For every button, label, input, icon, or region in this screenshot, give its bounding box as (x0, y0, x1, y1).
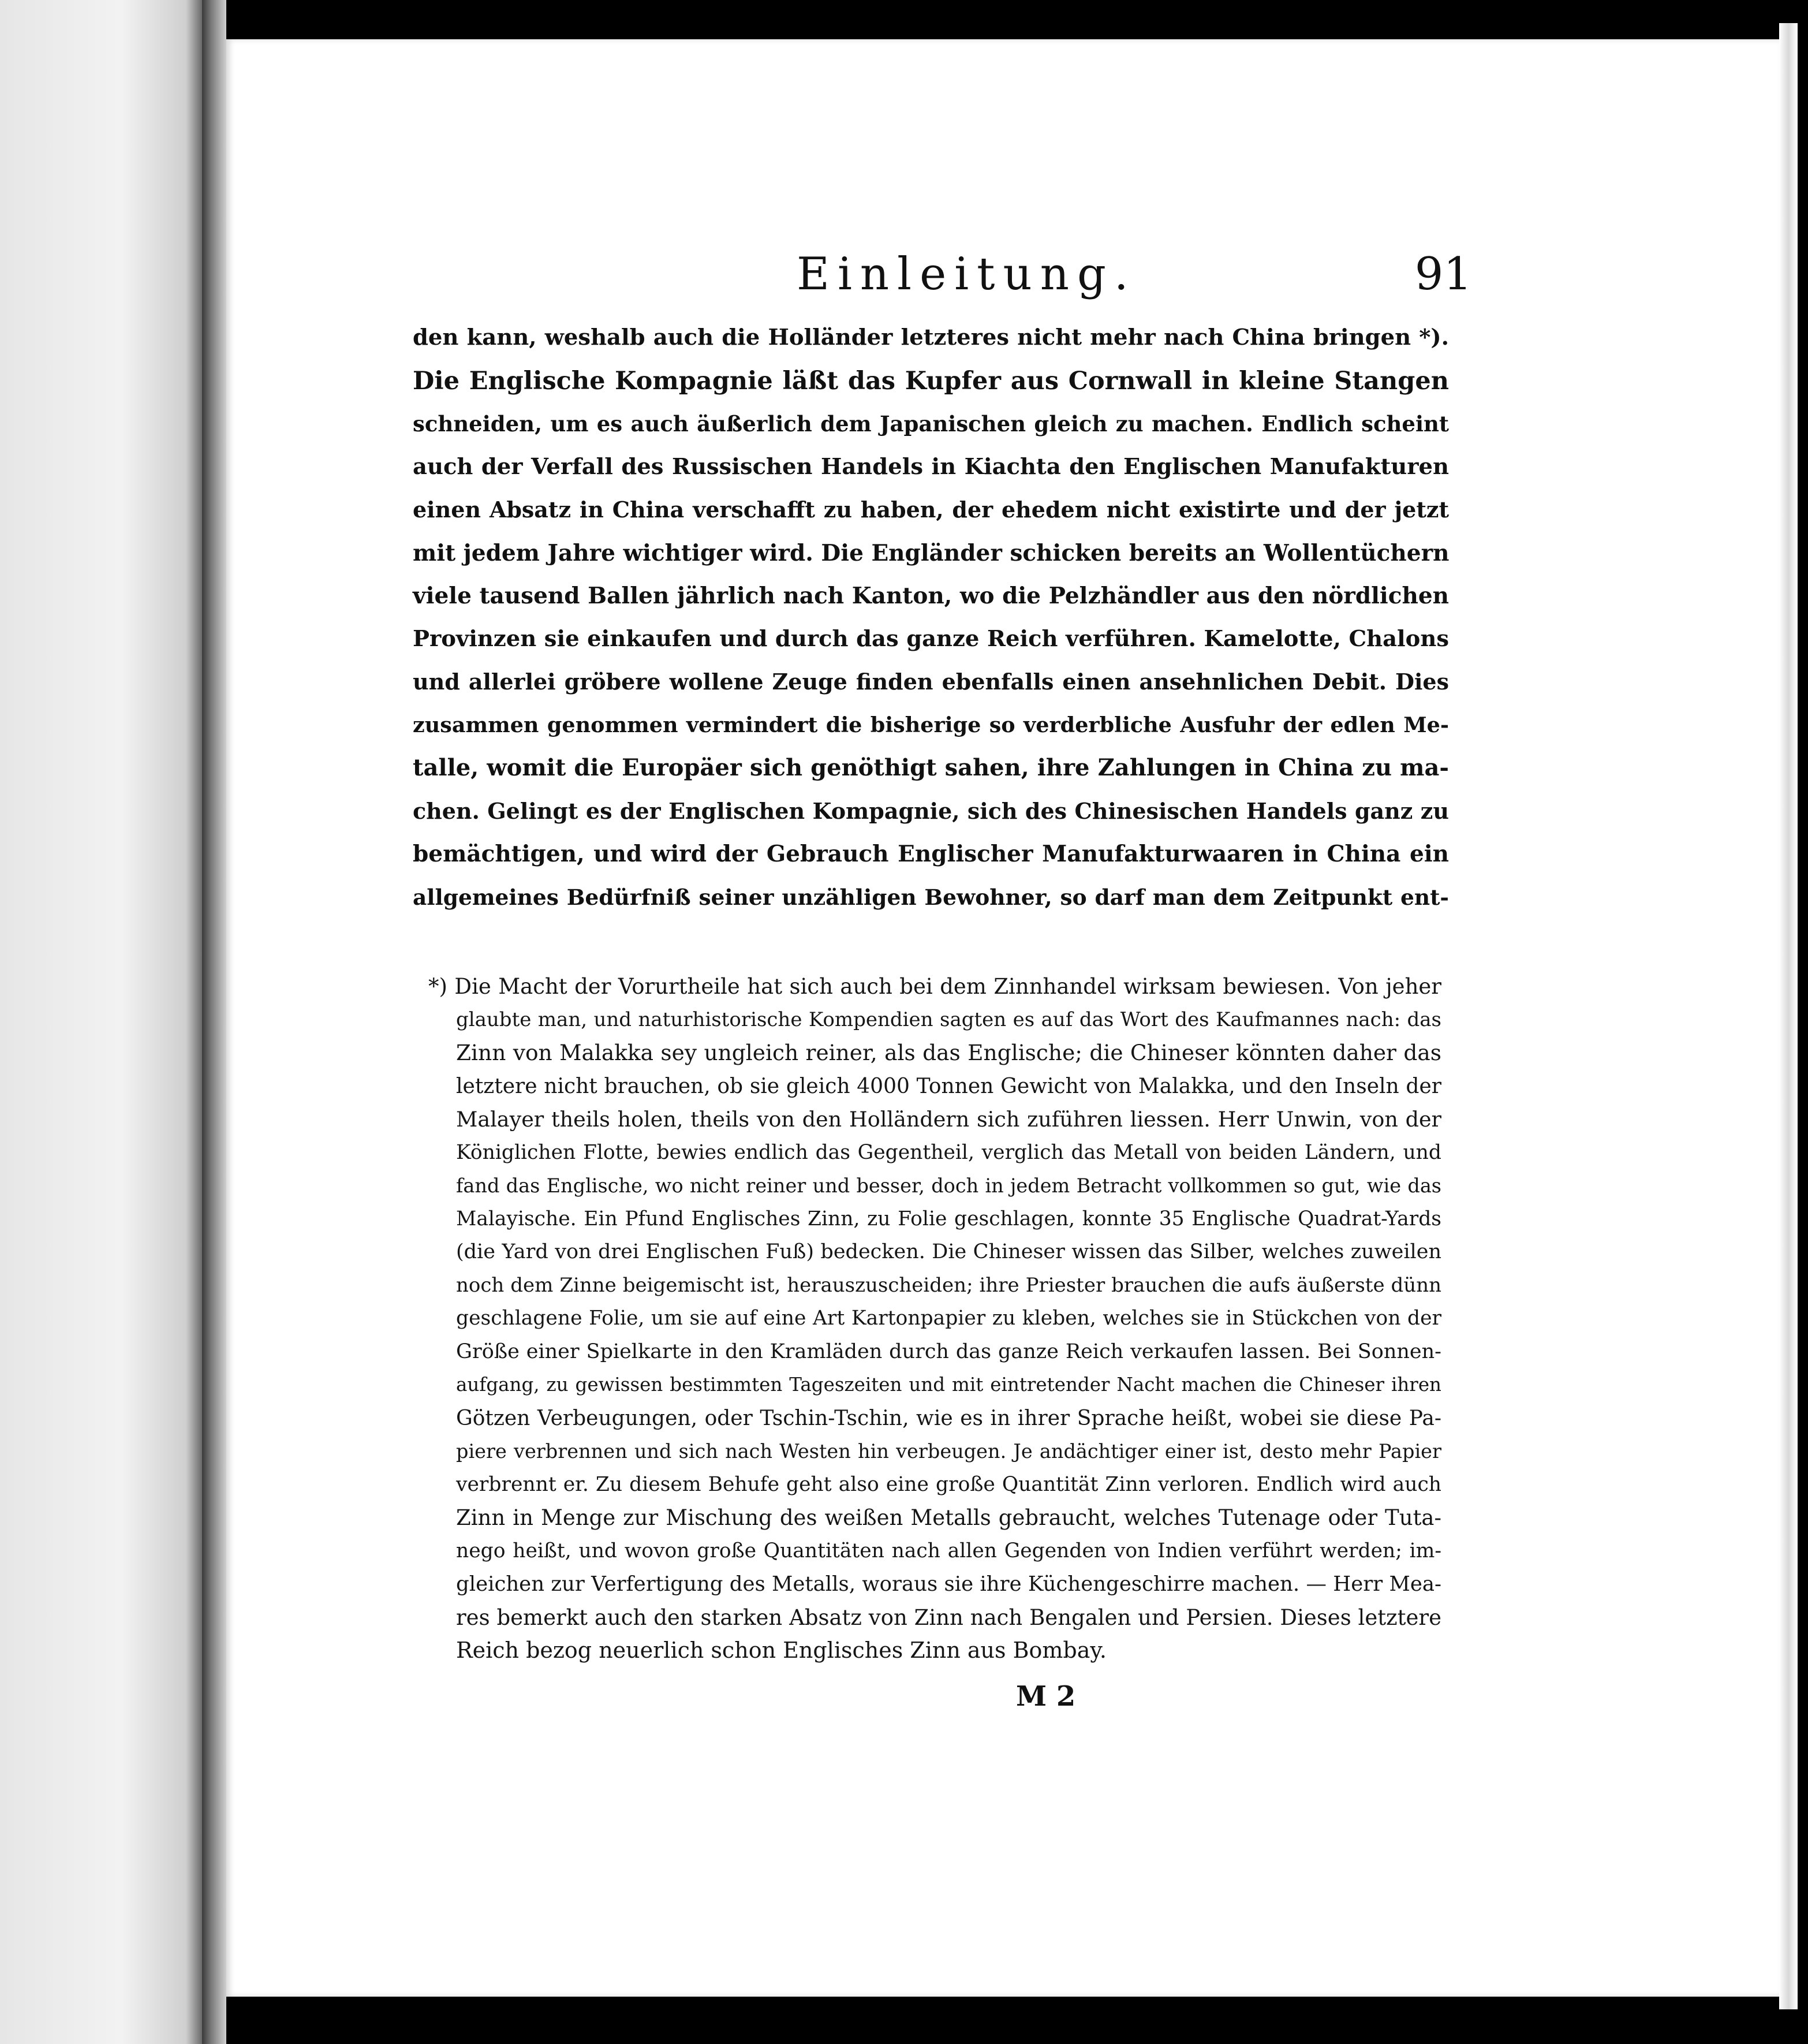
footnote-line: glaubte man, und naturhistorische Kompendien sagten es auf das Wort des Kaufmannes nach: das (456, 1008, 1441, 1031)
footnote-line: nego heißt, und wovon große Quantitäten nach allen Gegenden von Indien verführt werden; im- (456, 1539, 1441, 1562)
text-line: zusammen genommen vermindert die bisherige so verderbliche Ausfuhr der edlen Me- (413, 712, 1449, 737)
text-line: bemächtigen, und wird der Gebrauch Englischer Manufakturwaaren in China ein (413, 841, 1449, 867)
text-line: den kann, weshalb auch die Holländer letzteres nicht mehr nach China bringen *). (413, 324, 1449, 350)
main-text-block (413, 316, 1449, 919)
footnote-line: *) Die Macht der Vorurtheile hat sich auch bei dem Zinnhandel wirksam bewiesen. Von jeher (428, 974, 1441, 999)
footnote-line: verbrennt er. Zu diesem Behufe geht also eine große Quantität Zinn verloren. Endlich wird auch (456, 1472, 1441, 1496)
text-line: und allerlei gröbere wollene Zeuge finden ebenfalls einen ansehnlichen Debit. Dies (413, 669, 1449, 695)
text-line: auch der Verfall des Russischen Handels in Kiachta den Englischen Manufakturen (413, 453, 1449, 480)
signature-mark: M 2 (1016, 1680, 1076, 1713)
text-line: chen. Gelingt es der Englischen Kompagnie, sich des Chinesischen Handels ganz zu (413, 797, 1449, 824)
text-line: Provinzen sie einkaufen und durch das ganze Reich verführen. Kamelotte, Chalons (413, 625, 1449, 652)
footnote-line: aufgang, zu gewissen bestimmten Tageszeiten und mit eintretender Nacht machen die Chineser ihren (456, 1374, 1441, 1396)
footnote-line: Reich bezog neuerlich schon Englisches Zinn aus Bombay. (456, 1638, 1107, 1663)
running-head (416, 248, 1472, 318)
footnote-line: fand das Englische, wo nicht reiner und besser, doch in jedem Betracht vollkommen so gut, wie das (456, 1174, 1441, 1197)
footnote-line: Größe einer Spielkarte in den Kramläden durch das ganze Reich verkaufen lassen. Bei Sonnen- (456, 1340, 1441, 1363)
footnote-line: piere verbrennen und sich nach Westen hin verbeugen. Je andächtiger einer ist, desto mehr Papier (456, 1440, 1441, 1463)
page-edge-right (1779, 23, 1798, 2009)
book-gutter (202, 0, 226, 2044)
footnote-line: letztere nicht brauchen, ob sie gleich 4000 Tonnen Gewicht von Malakka, und den Inseln der (456, 1074, 1441, 1098)
footnote-block (428, 970, 1441, 1668)
footnote-line: Malayer theils holen, theils von den Holländern sich zuführen liessen. Herr Unwin, von der (456, 1107, 1441, 1132)
footnote-line: Zinn von Malakka sey ungleich reiner, als das Englische; die Chineser könnten daher das (456, 1040, 1441, 1065)
text-line: viele tausend Ballen jährlich nach Kanton, wo die Pelzhändler aus den nördlichen (413, 583, 1449, 609)
footnote-line: Götzen Verbeugungen, oder Tschin-Tschin, wie es in ihrer Sprache heißt, wobei sie diese Pa- (456, 1406, 1441, 1430)
footnote-line: (die Yard von drei Englischen Fuß) bedecken. Die Chineser wissen das Silber, welches zuweilen (456, 1240, 1441, 1263)
text-line: mit jedem Jahre wichtiger wird. Die Engländer schicken bereits an Wollentüchern (413, 539, 1450, 566)
footnote-line: Malayische. Ein Pfund Englisches Zinn, zu Folie geschlagen, konnte 35 Englische Quadrat-Yards (456, 1207, 1441, 1230)
footnote-line: noch dem Zinne beigemischt ist, herauszuscheiden; ihre Priester brauchen die aufs äußerste dünn (456, 1273, 1441, 1297)
footnote-line: res bemerkt auch den starken Absatz von Zinn nach Bengalen und Persien. Dieses letztere (456, 1605, 1441, 1630)
footnote-line: geschlagene Folie, um sie auf eine Art Kartonpapier zu kleben, welches sie in Stückchen von der (456, 1307, 1441, 1330)
text-line: allgemeines Bedürfniß seiner unzähligen Bewohner, so darf man dem Zeitpunkt ent- (413, 884, 1449, 910)
facing-page-edge (0, 0, 202, 2044)
running-title: Einleitung. (797, 248, 1137, 300)
footnote-line: Königlichen Flotte, bewies endlich das Gegentheil, verglich das Metall von beiden Ländern, und (456, 1140, 1441, 1164)
page-number: 91 (1414, 248, 1472, 300)
text-line: schneiden, um es auch äußerlich dem Japanischen gleich zu machen. Endlich scheint (413, 411, 1449, 437)
text-line: talle, womit die Europäer sich genöthigt sahen, ihre Zahlungen in China zu ma- (413, 754, 1449, 781)
footnote-line: gleichen zur Verfertigung des Metalls, woraus sie ihre Küchengeschirre machen. — Herr Mea- (456, 1572, 1441, 1596)
text-line: einen Absatz in China verschafft zu haben, der ehedem nicht existirte und der jetzt (413, 497, 1449, 523)
text-line: Die Englische Kompagnie läßt das Kupfer aus Cornwall in kleine Stangen (413, 366, 1449, 396)
footnote-line: Zinn in Menge zur Mischung des weißen Metalls gebraucht, welches Tutenage oder Tuta- (456, 1505, 1441, 1530)
